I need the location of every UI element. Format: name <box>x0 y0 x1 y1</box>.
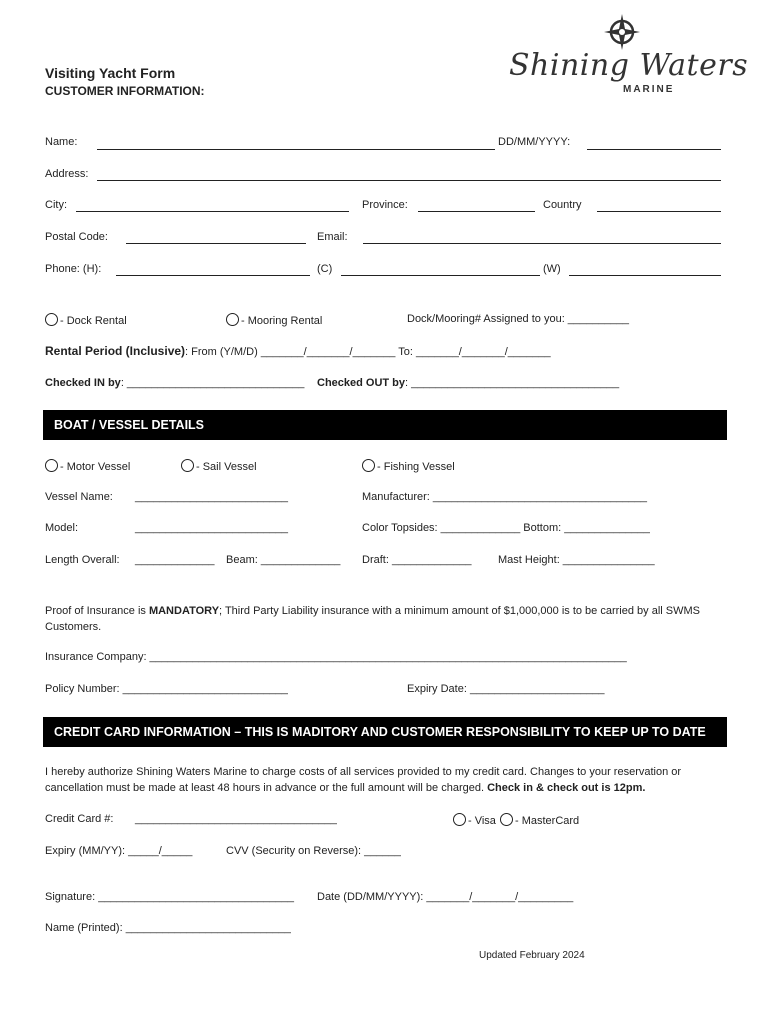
province-label: Province: <box>362 199 408 211</box>
credit-card-field[interactable]: _________________________________ <box>135 813 337 825</box>
mooring-rental-radio[interactable] <box>226 313 239 326</box>
dock-rental-label: - Dock Rental <box>60 315 127 327</box>
checked-in-field[interactable]: : _____________________________ <box>120 377 305 389</box>
checked-out-row <box>317 377 619 389</box>
cvv-field[interactable]: CVV (Security on Reverse): ______ <box>226 845 401 857</box>
visa-label: - Visa <box>468 815 496 827</box>
dock-rental-option[interactable] <box>45 313 127 327</box>
signature-field[interactable]: Signature: ________________________________ <box>45 891 294 903</box>
motor-vessel-radio[interactable] <box>45 459 58 472</box>
card-expiry-field[interactable]: Expiry (MM/YY): _____/_____ <box>45 845 193 857</box>
compass-icon <box>602 12 642 52</box>
section-subtitle: CUSTOMER INFORMATION: <box>45 84 205 98</box>
address-label: Address: <box>45 168 89 180</box>
city-input[interactable] <box>76 211 349 212</box>
rental-period-row <box>45 344 551 358</box>
checked-in-row <box>45 377 304 389</box>
visa-option[interactable] <box>453 813 496 827</box>
sail-vessel-label: - Sail Vessel <box>196 461 257 473</box>
phone-home-label: Phone: (H): <box>45 263 102 275</box>
postal-code-label: Postal Code: <box>45 231 108 243</box>
printed-name-field[interactable]: Name (Printed): ___________________________ <box>45 922 291 934</box>
address-input[interactable] <box>97 180 721 181</box>
insurance-company-field[interactable]: Insurance Company: ______________________________________________________________________________ <box>45 651 627 663</box>
model-label: Model: <box>45 522 79 534</box>
logo-marine-text: MARINE <box>623 84 675 95</box>
sail-vessel-radio[interactable] <box>181 459 194 472</box>
dock-rental-radio[interactable] <box>45 313 58 326</box>
mandatory-text: MANDATORY <box>148 605 220 617</box>
checkin-time-text: Check in & check out is 12pm. <box>487 782 646 794</box>
draft-field[interactable]: Draft: _____________ <box>362 554 472 566</box>
phone-work-label: (W) <box>543 263 561 275</box>
model-field[interactable]: _________________________ <box>135 522 288 534</box>
rental-period-dates[interactable]: : From (Y/M/D) _______/_______/_______ To: _______/_______/_______ <box>185 346 551 358</box>
policy-number-field[interactable]: Policy Number: ___________________________ <box>45 683 288 695</box>
fishing-vessel-option[interactable] <box>362 459 455 473</box>
date-label: DD/MM/YYYY: <box>498 136 571 148</box>
credit-card-label: Credit Card #: <box>45 813 114 825</box>
name-input[interactable] <box>97 149 495 150</box>
mastercard-option[interactable] <box>500 813 579 827</box>
length-overall-label: Length Overall: <box>45 554 120 566</box>
motor-vessel-label: - Motor Vessel <box>60 461 131 473</box>
mastercard-label: - MasterCard <box>515 815 580 827</box>
motor-vessel-option[interactable] <box>45 459 130 473</box>
checked-in-label: Checked IN by <box>45 377 121 389</box>
form-title: Visiting Yacht Form <box>45 65 176 81</box>
phone-cell-label: (C) <box>317 263 333 275</box>
rental-period-label: Rental Period (Inclusive) <box>45 344 186 358</box>
country-input[interactable] <box>597 211 721 212</box>
name-label: Name: <box>45 136 78 148</box>
company-logo <box>505 12 749 107</box>
updated-date: Updated February 2024 <box>479 950 585 961</box>
country-label: Country <box>543 199 582 211</box>
credit-card-banner: CREDIT CARD INFORMATION – THIS IS MADITORY AND CUSTOMER RESPONSIBILITY TO KEEP UP TO DATE <box>43 717 727 747</box>
fishing-vessel-label: - Fishing Vessel <box>377 461 455 473</box>
province-input[interactable] <box>418 211 535 212</box>
mast-height-field[interactable]: Mast Height: _______________ <box>498 554 655 566</box>
fishing-vessel-radio[interactable] <box>362 459 375 472</box>
email-label: Email: <box>317 231 348 243</box>
mooring-rental-label: - Mooring Rental <box>241 315 323 327</box>
color-topsides-field[interactable]: Color Topsides: _____________ Bottom: ______________ <box>362 522 650 534</box>
mastercard-radio[interactable] <box>500 813 513 826</box>
length-overall-field[interactable]: _____________ <box>135 554 215 566</box>
assigned-mooring-field[interactable]: Dock/Mooring# Assigned to you: __________ <box>407 313 629 325</box>
checked-out-field[interactable]: : __________________________________ <box>405 377 620 389</box>
phone-home-input[interactable] <box>116 275 310 276</box>
manufacturer-field[interactable]: Manufacturer: ___________________________________ <box>362 491 648 503</box>
phone-work-input[interactable] <box>569 275 721 276</box>
vessel-name-field[interactable]: _________________________ <box>135 491 288 503</box>
date-input[interactable] <box>587 149 721 150</box>
visa-radio[interactable] <box>453 813 466 826</box>
logo-wordmark: Shining Waters <box>509 48 749 83</box>
insurance-notice: Proof of Insurance is MANDATORY; Third Party Liability insurance with a minimum amount of $1,000,000 is to be carried by all SWMS Customers. <box>45 605 700 633</box>
signature-date-field[interactable]: Date (DD/MM/YYYY): _______/_______/_________ <box>317 891 574 903</box>
policy-expiry-field[interactable]: Expiry Date: ______________________ <box>407 683 605 695</box>
vessel-name-label: Vessel Name: <box>45 491 113 503</box>
city-label: City: <box>45 199 67 211</box>
mooring-rental-option[interactable] <box>226 313 322 327</box>
sail-vessel-option[interactable] <box>181 459 257 473</box>
email-input[interactable] <box>363 243 721 244</box>
beam-field[interactable]: Beam: _____________ <box>226 554 341 566</box>
vessel-details-banner: BOAT / VESSEL DETAILS <box>43 410 727 440</box>
postal-code-input[interactable] <box>126 243 306 244</box>
checked-out-label: Checked OUT by <box>317 377 406 389</box>
authorization-text: I hereby authorize Shining Waters Marine to charge costs of all services provided to my credit card. Changes to your reservation or cancellation must be made at least 48 hours in advance or the full amount will be charged. Check in & check out is 12pm. <box>45 766 682 794</box>
phone-cell-input[interactable] <box>341 275 540 276</box>
